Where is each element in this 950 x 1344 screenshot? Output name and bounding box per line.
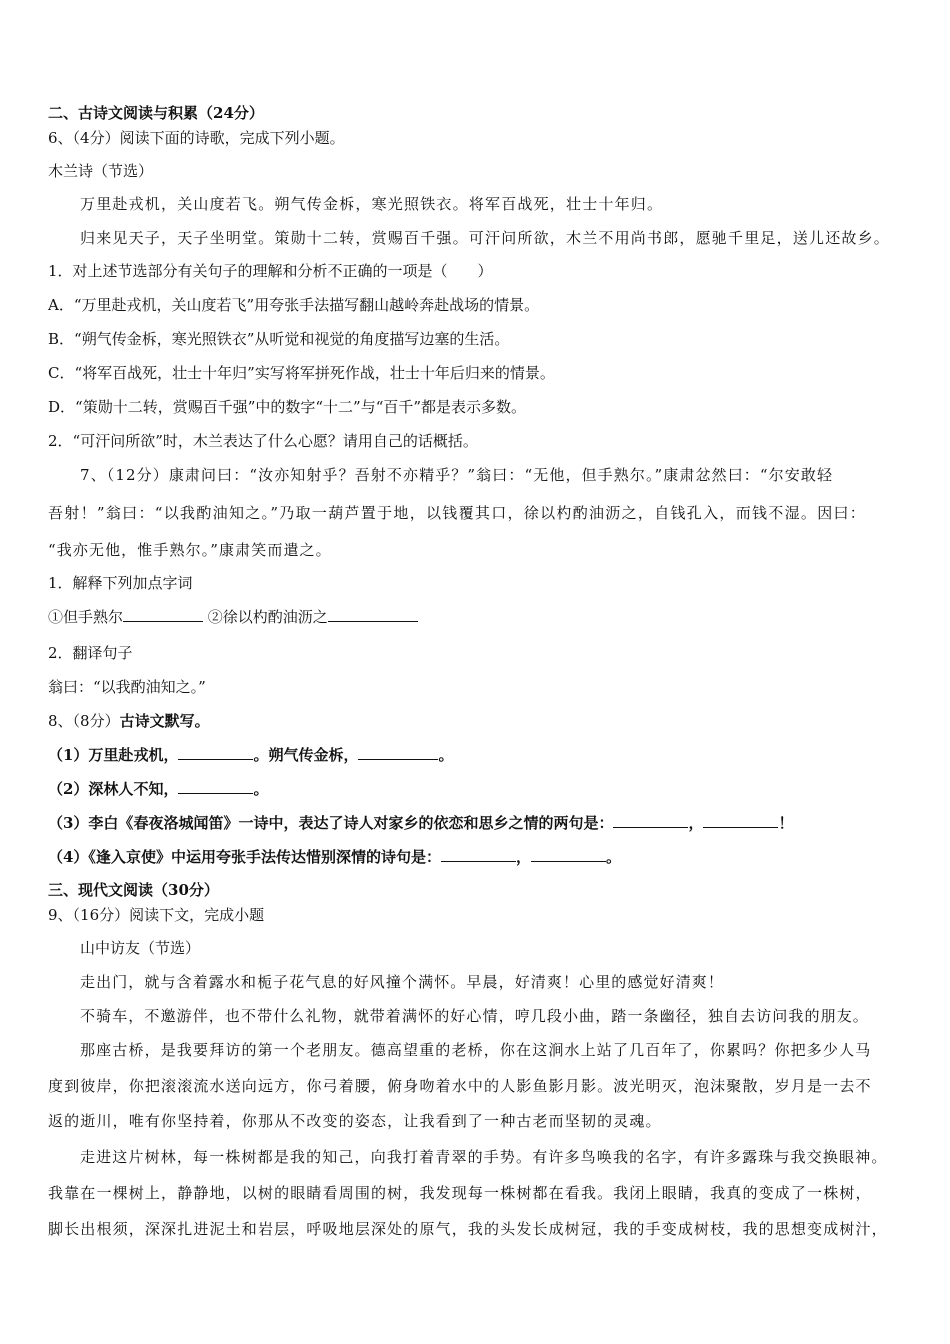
q6-option-a: A．“万里赴戎机，关山度若飞”用夸张手法描写翻山越岭奔赴战场的情景。 — [48, 296, 540, 314]
answer-blank[interactable] — [178, 745, 253, 760]
q6-sub1: 1．对上述节选部分有关句子的理解和分析不正确的一项是（ ） — [48, 262, 493, 280]
essay-title: 山中访友（节选） — [80, 939, 201, 957]
q8-line-1-text-b: 。朔气传金柝， — [253, 746, 359, 764]
q8-line-2-text-a: （2）深林人不知， — [48, 780, 179, 798]
essay-paragraph-1: 走出门，就与含着露水和栀子花气息的好风撞个满怀。早晨，好清爽！心里的感觉好清爽！ — [80, 973, 725, 991]
answer-blank[interactable] — [441, 847, 516, 862]
q9-header: 9、（16分）阅读下文，完成小题 — [48, 906, 265, 924]
poem-title: 木兰诗（节选） — [48, 162, 154, 180]
q8-line-1-text-a: （1）万里赴戎机， — [48, 746, 179, 764]
q8-line-3-text-b: ， — [688, 814, 704, 832]
section-3-title: 三、现代文阅读（30分） — [48, 881, 219, 899]
q7-item-1: ①但手熟尔 — [48, 608, 124, 626]
q8-line-3 — [48, 813, 793, 833]
q7-line-1: 7、（12分）康肃问曰：“汝亦知射乎？吾射不亦精乎？”翁曰：“无他，但手熟尔。”康肃忿然曰：“尔安敢轻 — [80, 466, 834, 484]
answer-blank[interactable] — [703, 813, 778, 828]
q8-line-4-text-c: 。 — [605, 848, 621, 866]
q6-option-c: C．“将军百战死，壮士十年归”实写将军拼死作战，壮士十年后归来的情景。 — [48, 364, 555, 382]
q8-title: 古诗文默写。 — [119, 712, 210, 730]
q7-line-2: 吾射！”翁曰：“以我酌油知之。”乃取一葫芦置于地，以钱覆其口，徐以杓酌油沥之，自钱孔入，而钱不湿。因曰： — [48, 504, 867, 522]
essay-paragraph-4-line-1: 走进这片树林，每一株树都是我的知己，向我打着青翠的手势。有许多鸟唤我的名字，有许多露珠与我交换眼神。 — [80, 1148, 888, 1166]
q8-line-3-text-a: （3）李白《春夜洛城闻笛》一诗中，表达了诗人对家乡的依恋和思乡之情的两句是： — [48, 814, 614, 832]
q7-item-2: ②徐以杓酌油沥之 — [207, 608, 328, 626]
q8-line-2 — [48, 779, 268, 799]
q8-line-1 — [48, 745, 453, 765]
q6-header: 6、（4分）阅读下面的诗歌，完成下列小题。 — [48, 129, 345, 147]
essay-paragraph-3-line-3: 返的逝川，唯有你坚持着，你那从不改变的姿态，让我看到了一种古老而坚韧的灵魂。 — [48, 1112, 662, 1130]
answer-blank[interactable] — [613, 813, 688, 828]
poem-line-1: 万里赴戎机，关山度若飞。朔气传金柝，寒光照铁衣。将军百战死，壮士十年归。 — [80, 195, 664, 213]
q7-items — [48, 607, 418, 627]
q7-translate-sentence: 翁曰：“以我酌油知之。” — [48, 678, 206, 696]
answer-blank[interactable] — [178, 779, 253, 794]
answer-blank[interactable] — [358, 745, 438, 760]
q8-line-4-text-b: ， — [515, 848, 531, 866]
answer-blank[interactable] — [123, 607, 203, 622]
q7-sub2: 2．翻译句子 — [48, 644, 133, 662]
q6-sub2: 2．“可汗问所欲”时，木兰表达了什么心愿？请用自己的话概括。 — [48, 432, 478, 450]
q8-header — [48, 711, 210, 731]
q8-line-4 — [48, 847, 621, 867]
essay-paragraph-2: 不骑车，不邀游伴，也不带什么礼物，就带着满怀的好心情，哼几段小曲，踏一条幽径，独自去访问我的朋友。 — [80, 1007, 869, 1025]
essay-paragraph-3-line-1: 那座古桥，是我要拜访的第一个老朋友。德高望重的老桥，你在这涧水上站了几百年了，你累吗？你把多少人马 — [80, 1041, 872, 1059]
essay-paragraph-4-line-3: 脚长出根须，深深扎进泥土和岩层，呼吸地层深处的原气，我的头发长成树冠，我的手变成树枝，我的思想变成树汁， — [48, 1220, 888, 1238]
q6-option-b: B．“朔气传金柝，寒光照铁衣”从听觉和视觉的角度描写边塞的生活。 — [48, 330, 510, 348]
answer-blank[interactable] — [531, 847, 606, 862]
essay-paragraph-4-line-2: 我靠在一棵树上，静静地，以树的眼睛看周围的树，我发现每一株树都在看我。我闭上眼睛，我真的变成了一株树， — [48, 1184, 872, 1202]
q8-line-1-text-c: 。 — [438, 746, 454, 764]
poem-line-2: 归来见天子，天子坐明堂。策勋十二转，赏赐百千强。可汗问所欲，木兰不用尚书郎，愿驰千里足，送儿还故乡。 — [80, 229, 891, 247]
answer-blank[interactable] — [328, 607, 418, 622]
q7-line-3: “我亦无他，惟手熟尔。”康肃笑而遣之。 — [48, 541, 332, 559]
essay-paragraph-3-line-2: 度到彼岸，你把滚滚流水送向远方，你弓着腰，俯身吻着水中的人影鱼影月影。波光明灭，泡沫聚散，岁月是一去不 — [48, 1077, 872, 1095]
q8-line-4-text-a: （4）《逢入京使》中运用夸张手法传达惜别深情的诗句是： — [48, 848, 441, 866]
q7-sub1: 1．解释下列加点字词 — [48, 574, 193, 592]
section-2-title: 二、古诗文阅读与积累（24分） — [48, 104, 264, 122]
q6-option-d: D．“策勋十二转，赏赐百千强”中的数字“十二”与“百千”都是表示多数。 — [48, 398, 527, 416]
q8-line-3-text-c: ！ — [778, 814, 794, 832]
q8-score: 8、（8分） — [48, 712, 120, 730]
q8-line-2-text-b: 。 — [253, 780, 269, 798]
